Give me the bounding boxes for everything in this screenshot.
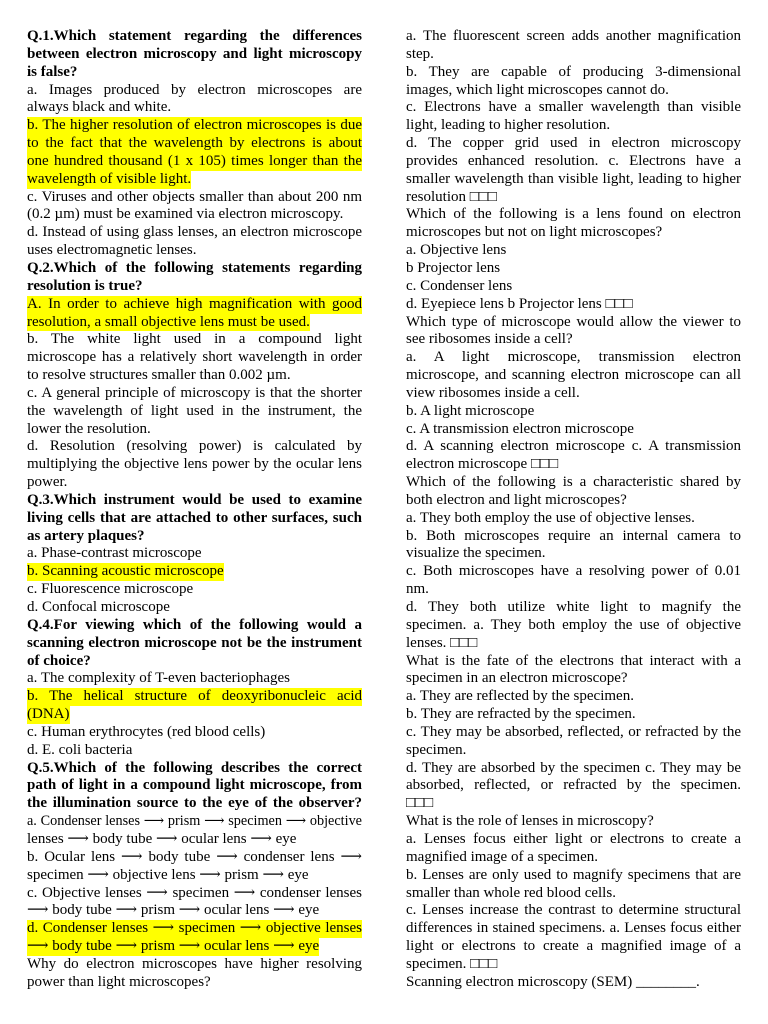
text-line: a. A light microscope, transmission electron xyxy=(406,349,741,366)
text-line: specimen in an electron microscope? xyxy=(406,670,628,687)
q5-option-b xyxy=(27,849,362,885)
text-line: resolution □□□ xyxy=(406,188,497,205)
q8-option-a xyxy=(406,349,741,403)
text-line: Q.5.Which of the following describes the correct xyxy=(27,759,362,776)
text-line: b. They are capable of producing 3-dimensional xyxy=(406,63,741,80)
text-line: c. Condenser lens xyxy=(406,277,513,294)
text-line: d. A scanning electron microscope c. A transmission xyxy=(406,438,741,455)
q4-stem xyxy=(27,617,362,671)
q7-option-d xyxy=(406,296,741,314)
q2-option-d xyxy=(27,438,362,492)
q3-option-d xyxy=(27,599,362,617)
text-line: is false? xyxy=(27,63,78,80)
text-line: living cells that are attached to other surfaces, such xyxy=(27,509,362,526)
text-line: b. They are refracted by the specimen. xyxy=(406,706,636,723)
text-line: a. They are reflected by the specimen. xyxy=(406,688,634,705)
text-line: a. They both employ the use of objective lenses. xyxy=(406,509,695,526)
text-line: scanning electron microscope not be the instrument xyxy=(27,634,362,651)
q9-option-c xyxy=(406,563,741,599)
text-line: see ribosomes inside a cell? xyxy=(406,331,573,348)
text-line: view ribosomes inside a cell. xyxy=(406,384,580,401)
left-column xyxy=(27,28,362,992)
q10-option-d xyxy=(406,760,741,814)
text-line: b. A light microscope xyxy=(406,402,535,419)
text-line: the wavelength of light used in the instrument, the xyxy=(27,402,362,419)
text-line: a. Phase-contrast microscope xyxy=(27,545,202,562)
text-line: d. They both utilize white light to magnify the xyxy=(406,599,741,615)
q10-option-c xyxy=(406,724,741,760)
q4-option-b xyxy=(27,688,362,724)
q7-option-a xyxy=(406,242,741,260)
text-line: resolution is true? xyxy=(27,277,143,294)
q3-option-c xyxy=(27,581,362,599)
text-line: power than light microscopes? xyxy=(27,973,211,990)
text-line: c. A general principle of microscopy is that the shorter xyxy=(27,384,362,401)
text-line: □□□ xyxy=(406,795,434,812)
text-line: b. The white light used in a compound light xyxy=(27,331,362,348)
q11-option-b xyxy=(406,867,741,903)
text-line: a. Condenser lenses ⟶ prism ⟶ specimen ⟶ objective xyxy=(27,813,362,830)
text-line: (DNA) xyxy=(27,706,70,723)
q4-option-d xyxy=(27,742,362,760)
text-line: always black and white. xyxy=(27,99,172,116)
text-line: magnified image of a specimen. xyxy=(406,848,599,865)
text-line: b. Both microscopes require an internal camera to xyxy=(406,527,741,544)
text-line: smaller than whole red blood cells. xyxy=(406,884,616,901)
text-line: b Projector lens xyxy=(406,259,501,276)
text-line: smaller wavelength than visible light, leading to higher xyxy=(406,170,741,187)
text-line: What is the role of lenses in microscopy? xyxy=(406,813,654,830)
text-line: Q.1.Which statement regarding the differences xyxy=(27,28,362,44)
text-line: (0.2 µm) must be examined via electron microscopy. xyxy=(27,206,344,223)
text-line: b. Scanning acoustic microscope xyxy=(27,563,224,580)
q8-stem xyxy=(406,314,741,350)
text-line: d. Confocal microscope xyxy=(27,599,170,615)
text-line: b. The helical structure of deoxyribonucleic acid xyxy=(27,688,362,705)
q5-option-d xyxy=(27,920,362,956)
text-line: ⟶ body tube ⟶ prism ⟶ ocular lens ⟶ eye xyxy=(27,938,320,955)
text-line: Q.2.Which of the following statements regarding xyxy=(27,259,362,276)
q8-option-d xyxy=(406,438,741,474)
q1-option-a xyxy=(27,82,362,118)
text-line: differences in stained specimens. a. Lenses focus either xyxy=(406,920,741,937)
q6-stem xyxy=(27,956,362,992)
q1-option-d xyxy=(27,224,362,260)
text-line: light or electrons to create a magnified image of a xyxy=(406,938,741,955)
text-line: microscope has a relatively short wavelength in order xyxy=(27,349,362,366)
text-line: d. E. coli bacteria xyxy=(27,741,133,758)
text-line: uses electromagnetic lenses. xyxy=(27,242,197,259)
q10-option-a xyxy=(406,688,741,706)
q8-option-b xyxy=(406,403,741,421)
text-line: specimen. a. They both employ the use of objective xyxy=(406,616,741,633)
text-line: c. Fluorescence microscope xyxy=(27,581,194,598)
text-line: step. xyxy=(406,45,434,62)
text-line: specimen. □□□ xyxy=(406,955,498,972)
text-line: of choice? xyxy=(27,652,91,669)
text-line: a. Lenses focus either light or electrons to create a xyxy=(406,830,741,847)
text-line: lower the resolution. xyxy=(27,420,151,437)
text-line: Q.4.For viewing which of the following would a xyxy=(27,616,362,633)
text-line: to resolve structures smaller than 0.002 µm. xyxy=(27,367,291,384)
q7-option-c xyxy=(406,278,741,296)
text-line: specimen ⟶ objective lens ⟶ prism ⟶ eye xyxy=(27,866,309,883)
q2-option-b xyxy=(27,331,362,385)
text-line: specimen. xyxy=(406,741,467,758)
q8-option-c xyxy=(406,421,741,439)
text-line: Which of the following is a lens found on electron xyxy=(406,206,741,223)
text-line: d. Instead of using glass lenses, an electron microscope xyxy=(27,224,362,241)
text-line: microscopes but not on light microscopes? xyxy=(406,224,663,241)
text-line: electron microscope □□□ xyxy=(406,456,559,473)
q1-stem xyxy=(27,28,362,82)
text-line: the illumination source to the eye of the observer? xyxy=(27,795,362,812)
q11-stem xyxy=(406,813,741,831)
q7-stem xyxy=(406,206,741,242)
text-line: d. Eyepiece lens b Projector lens □□□ xyxy=(406,295,633,312)
text-line: to the fact that the wavelength by electrons is about xyxy=(27,135,362,152)
q6-option-c xyxy=(406,99,741,135)
text-line: as artery plaques? xyxy=(27,527,145,544)
text-line: Scanning electron microscopy (SEM) ________. xyxy=(406,973,700,990)
q5-option-c xyxy=(27,885,362,921)
text-line: A. In order to achieve high magnification with good xyxy=(27,295,362,312)
q11-option-c xyxy=(406,902,741,973)
text-line: c. Human erythrocytes (red blood cells) xyxy=(27,723,266,740)
text-line: power. xyxy=(27,474,68,491)
text-line: Which type of microscope would allow the viewer to xyxy=(406,313,741,330)
text-line: a. Images produced by electron microscopes are xyxy=(27,81,362,98)
text-line: images, which light microscopes cannot do. xyxy=(406,81,669,98)
text-line: wavelength of visible light. xyxy=(27,170,192,187)
text-line: d. They are absorbed by the specimen c. They may be xyxy=(406,759,741,776)
q6-option-a xyxy=(406,28,741,64)
q2-option-a xyxy=(27,296,362,332)
q3-option-a xyxy=(27,545,362,563)
text-line: ⟶ body tube ⟶ prism ⟶ ocular lens ⟶ eye xyxy=(27,902,320,919)
text-line: c. Both microscopes have a resolving power of 0.01 xyxy=(406,563,741,580)
q3-option-b xyxy=(27,563,362,581)
q1-option-b xyxy=(27,117,362,188)
text-line: absorbed, reflected, or refracted by the specimen. xyxy=(406,777,741,794)
q3-stem xyxy=(27,492,362,546)
text-line: lenses ⟶ body tube ⟶ ocular lens ⟶ eye xyxy=(27,830,297,847)
text-line: microscope, and scanning electron microscope can all xyxy=(406,367,741,384)
text-line: d. Condenser lenses ⟶ specimen ⟶ objective lenses xyxy=(27,920,362,937)
text-line: both electron and light microscopes? xyxy=(406,491,627,508)
q4-option-c xyxy=(27,724,362,742)
q7-option-b xyxy=(406,260,741,278)
text-line: a. The fluorescent screen adds another magnification xyxy=(406,28,741,44)
text-line: c. They may be absorbed, reflected, or refracted by the xyxy=(406,723,741,740)
text-line: provides enhanced resolution. c. Electrons have a xyxy=(406,152,741,169)
q4-option-a xyxy=(27,670,362,688)
q9-stem xyxy=(406,474,741,510)
text-line: nm. xyxy=(406,581,429,598)
text-line: b. The higher resolution of electron microscopes is due xyxy=(27,117,362,134)
text-line: b. Lenses are only used to magnify specimens that are xyxy=(406,866,741,883)
text-line: c. Electrons have a smaller wavelength than visible xyxy=(406,99,741,116)
q10-stem xyxy=(406,653,741,689)
text-line: visualize the specimen. xyxy=(406,545,546,562)
text-line: between electron microscopy and light microscopy xyxy=(27,45,362,62)
text-line: lenses. □□□ xyxy=(406,634,478,651)
q9-option-a xyxy=(406,510,741,528)
text-line: multiplying the objective lens power by the ocular lens xyxy=(27,456,362,473)
text-line: a. The complexity of T-even bacteriophages xyxy=(27,670,290,687)
text-line: resolution, a small objective lens must be used. xyxy=(27,313,310,330)
q5-option-a xyxy=(27,813,362,849)
q10-option-b xyxy=(406,706,741,724)
text-line: Why do electron microscopes have higher resolving xyxy=(27,955,362,972)
text-line: light, leading to higher resolution. xyxy=(406,117,611,134)
q1-option-c xyxy=(27,189,362,225)
text-line: path of light in a compound light microscope, from xyxy=(27,777,362,794)
q6-option-b xyxy=(406,64,741,100)
text-line: What is the fate of the electrons that interact with a xyxy=(406,652,741,669)
q9-option-b xyxy=(406,528,741,564)
text-line: b. Ocular lens ⟶ body tube ⟶ condenser lens ⟶ xyxy=(27,848,362,865)
text-line: one hundred thousand (1 x 105) times longer than the xyxy=(27,152,362,169)
text-line: Which of the following is a characteristic shared by xyxy=(406,474,741,491)
text-line: c. A transmission electron microscope xyxy=(406,420,634,437)
text-line: d. Resolution (resolving power) is calculated by xyxy=(27,438,362,455)
q2-stem xyxy=(27,260,362,296)
text-line: c. Viruses and other objects smaller than about 200 nm xyxy=(27,188,362,205)
q6-option-d xyxy=(406,135,741,206)
q11-option-a xyxy=(406,831,741,867)
text-line: Q.3.Which instrument would be used to examine xyxy=(27,491,362,508)
q2-option-c xyxy=(27,385,362,439)
text-line: c. Objective lenses ⟶ specimen ⟶ condenser lenses xyxy=(27,884,362,901)
q12-stem xyxy=(406,974,741,992)
q9-option-d xyxy=(406,599,741,653)
right-column xyxy=(406,28,741,992)
text-line: c. Lenses increase the contrast to determine structural xyxy=(406,902,741,919)
q5-stem xyxy=(27,760,362,814)
text-line: d. The copper grid used in electron microscopy xyxy=(406,135,741,152)
text-line: a. Objective lens xyxy=(406,242,507,259)
